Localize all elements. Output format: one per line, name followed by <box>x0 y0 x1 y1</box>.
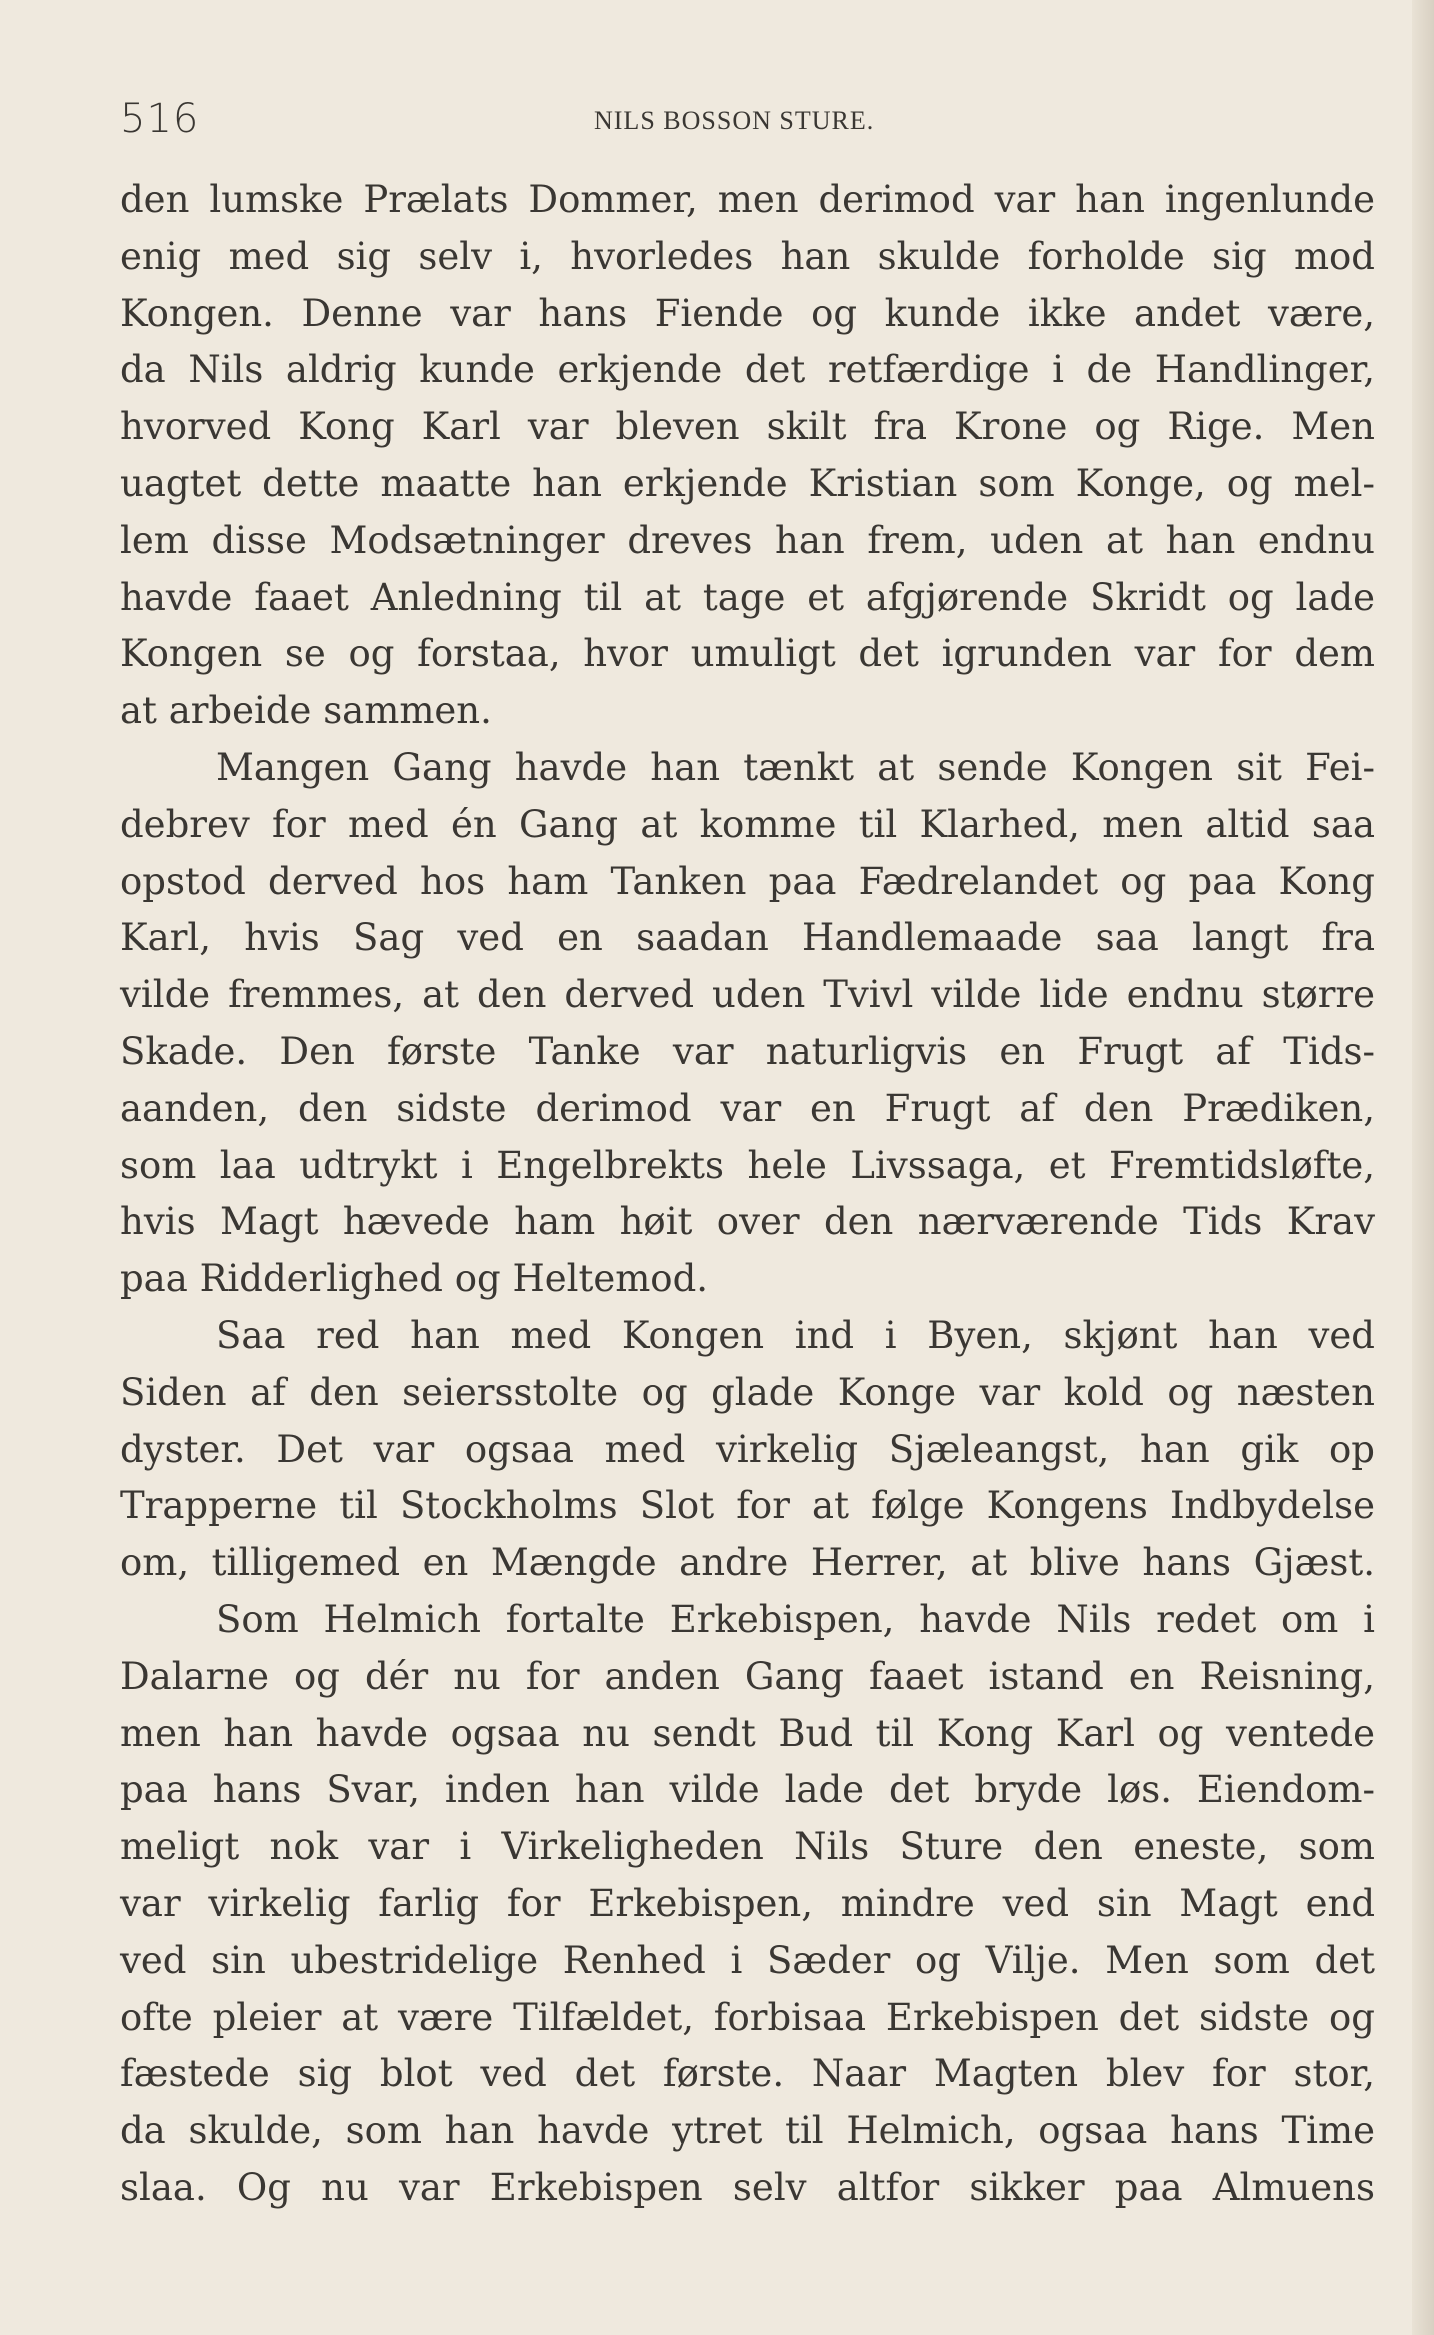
text-line: Kongen. Denne var hans Fiende og kunde ikke andet være, <box>120 291 1375 335</box>
running-title: NILS BOSSON STURE. <box>594 106 875 135</box>
text-line: dyster. Det var ogsaa med virkelig Sjæleangst, han gik op <box>120 1427 1375 1471</box>
text-line: Kongen se og forstaa, hvor umuligt det igrunden var for dem <box>120 632 1375 676</box>
text-line: enig med sig selv i, hvorledes han skulde forholde sig mod <box>120 234 1375 278</box>
text-line: slaa. Og nu var Erkebispen selv altfor sikker paa Almuens <box>120 2165 1375 2209</box>
text-line: den lumske Prælats Dommer, men derimod var han ingenlunde <box>120 178 1375 221</box>
text-line: opstod derved hos ham Tanken paa Fædrelandet og paa Kong <box>120 859 1375 903</box>
text-line: meligt nok var i Virkeligheden Nils Sture den eneste, som <box>120 1825 1375 1869</box>
text-line: Dalarne og dér nu for anden Gang faaet istand en Reisning, <box>120 1654 1375 1698</box>
text-line: da Nils aldrig kunde erkjende det retfærdige i de Handlinger, <box>120 348 1375 392</box>
text-line: var virkelig farlig for Erkebispen, mindre ved sin Magt end <box>120 1881 1375 1925</box>
text-line: paa Ridderlighed og Heltemod. <box>120 1257 709 1301</box>
text-line: Trapperne til Stockholms Slot for at følge Kongens Indbydelse <box>120 1484 1375 1528</box>
text-line: Som Helmich fortalte Erkebispen, havde Nils redet om i <box>216 1597 1375 1641</box>
text-line: havde faaet Anledning til at tage et afgjørende Skridt og lade <box>120 575 1375 619</box>
text-line: at arbeide sammen. <box>120 689 492 733</box>
text-line: Saa red han med Kongen ind i Byen, skjønt han ved <box>216 1313 1375 1357</box>
text-line: ved sin ubestridelige Renhed i Sæder og Vilje. Men som det <box>120 1938 1375 1982</box>
text-line: Mangen Gang havde han tænkt at sende Kongen sit Fei- <box>216 745 1375 789</box>
text-line: men han havde ogsaa nu sendt Bud til Kong Karl og ventede <box>120 1711 1375 1755</box>
text-line: debrev for med én Gang at komme til Klarhed, men altid saa <box>120 802 1375 846</box>
text-line: lem disse Modsætninger dreves han frem, uden at han endnu <box>120 518 1375 562</box>
text-line: om, tilligemed en Mængde andre Herrer, at blive hans Gjæst. <box>120 1541 1375 1585</box>
text-line: vilde fremmes, at den derved uden Tvivl vilde lide endnu større <box>120 973 1375 1017</box>
text-line: paa hans Svar, inden han vilde lade det bryde løs. Eiendom- <box>120 1768 1375 1812</box>
text-line: hvis Magt hævede ham høit over den nærværende Tids Krav <box>120 1200 1375 1244</box>
text-line: da skulde, som han havde ytret til Helmich, ogsaa hans Time <box>120 2109 1375 2153</box>
text-line: som laa udtrykt i Engelbrekts hele Livssaga, et Fremtidsløfte, <box>120 1143 1375 1187</box>
text-line: ofte pleier at være Tilfældet, forbisaa Erkebispen det sidste og <box>120 1995 1375 2039</box>
page-edge <box>1412 0 1434 2335</box>
body-text <box>120 172 1375 2217</box>
text-line: Karl, hvis Sag ved en saadan Handlemaade saa langt fra <box>120 916 1375 960</box>
text-line: fæstede sig blot ved det første. Naar Magten blev for stor, <box>120 2052 1375 2096</box>
text-line: Skade. Den første Tanke var naturligvis en Frugt af Tids- <box>120 1029 1375 1073</box>
text-line: Siden af den seiersstolte og glade Konge var kold og næsten <box>120 1370 1375 1414</box>
text-line: uagtet dette maatte han erkjende Kristian som Konge, og mel- <box>120 461 1375 505</box>
page-number: 516 <box>120 96 200 142</box>
running-head <box>120 96 1375 152</box>
text-line: hvorved Kong Karl var bleven skilt fra Krone og Rige. Men <box>120 405 1375 449</box>
text-line: aanden, den sidste derimod var en Frugt af den Prædiken, <box>120 1086 1375 1130</box>
